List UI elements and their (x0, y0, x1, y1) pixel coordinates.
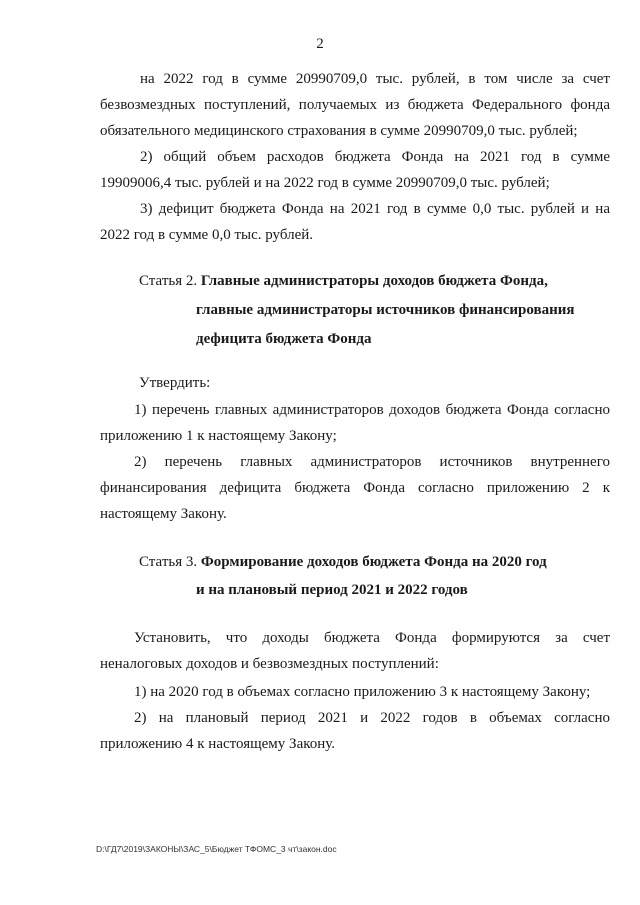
article2-item2: 2) перечень главных администраторов источников внутреннего финансирования дефицита бюджета Фонда согласно приложению 2 к настоящему Закону. (100, 454, 610, 522)
article2-intro: Утвердить: (139, 375, 211, 391)
article3-title-line2 (196, 577, 468, 603)
article2-title-line1: Главные администраторы доходов бюджета Фонда, (200, 273, 548, 289)
article3-intro: Установить, что доходы бюджета Фонда формируются за счет неналоговых доходов и безвозмездных поступлений: (100, 630, 610, 672)
article3-item1: 1) на 2020 год в объемах согласно приложению 3 к настоящему Закону; (134, 684, 591, 700)
article2-heading (139, 268, 548, 294)
article3-title-line1: Формирование доходов бюджета Фонда на 2020 год (200, 554, 547, 570)
paragraph-deficit: 3) дефицит бюджета Фонда на 2021 год в сумме 0,0 тыс. рублей и на 2022 год в сумме 0,0 тыс. рублей. (100, 201, 610, 243)
article2-item1: 1) перечень главных администраторов доходов бюджета Фонда согласно приложению 1 к настоящему Закону; (100, 402, 610, 444)
article3-item2: 2) на плановый период 2021 и 2022 годов в объемах согласно приложению 4 к настоящему Закону. (100, 710, 610, 752)
footer-file-path: D:\ГД7\2019\ЗАКОНЫ\ЗАС_5\Бюджет ТФОМС_3 чт\закон.doc (96, 844, 337, 854)
article2-title-line3-text: дефицита бюджета Фонда (196, 331, 372, 347)
article3-prefix: Статья 3. (139, 554, 198, 570)
article2-title-line3 (196, 326, 371, 352)
article3-title-line2-text: и на плановый период 2021 и 2022 годов (196, 582, 468, 598)
article2-title-line2-text: главные администраторы источников финансирования (196, 302, 575, 318)
article2-prefix: Статья 2. (139, 273, 198, 289)
paragraph-expenses: 2) общий объем расходов бюджета Фонда на 2021 год в сумме 19909006,4 тыс. рублей и на 2022 год в сумме 20990709,0 тыс. рублей; (100, 149, 610, 191)
paragraph-income-2022: на 2022 год в сумме 20990709,0 тыс. рублей, в том числе за счет безвозмездных поступлений, получаемых из бюджета Федерального фонда обязательного медицинского страхования в сумме 20990709,0 тыс. рублей; (100, 71, 610, 139)
page-number: 2 (316, 36, 324, 52)
article3-heading (139, 549, 547, 575)
article2-title-line2 (196, 297, 575, 323)
